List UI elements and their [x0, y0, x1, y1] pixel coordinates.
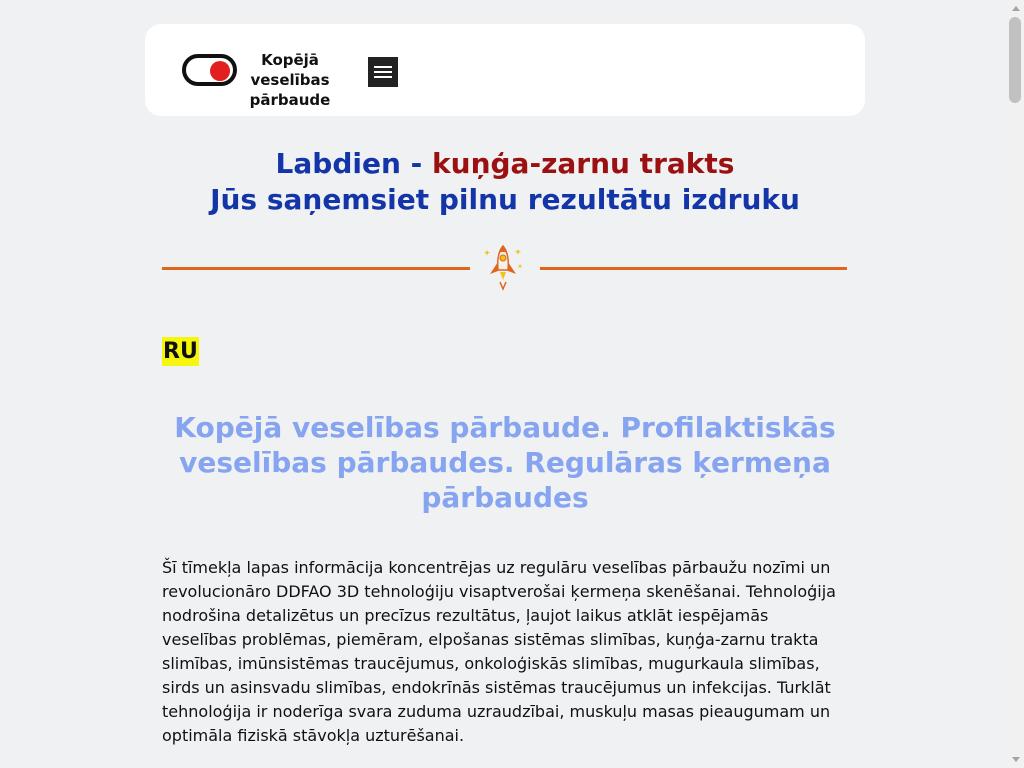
menu-icon-bar — [374, 66, 392, 68]
greeting-topic: kuņģa-zarnu trakts — [432, 147, 735, 180]
rocket-icon — [482, 244, 524, 292]
divider-line-left — [162, 267, 470, 270]
header-card — [145, 24, 865, 116]
menu-icon-bar — [374, 76, 392, 78]
site-brand[interactable]: Kopējā veselības pārbaude — [249, 51, 331, 109]
page-title: Kopējā veselības pārbaude. Profilaktiskās veselības pārbaudes. Regulāras ķermeņa pārbaudes — [174, 411, 836, 514]
scrollbar-thumb[interactable] — [1009, 17, 1021, 103]
menu-button[interactable] — [368, 57, 398, 87]
greeting-heading — [145, 146, 865, 218]
scroll-down-icon[interactable] — [1007, 751, 1024, 768]
intro-paragraph: Šī tīmekļa lapas informācija koncentrējas uz regulāru veselības pārbaužu nozīmi un revolucionāro DDFAO 3D tehnoloģiju visaptverošai ķermeņa skenēšanai. Tehnoloģija nodrošina detalizētus un precīzus rezultātus, ļaujot laikus atklāt iespējamās veselības problēmas, piemēram, elpošanas sistēmas slimības, kuņģa-zarnu trakta slimības, imūnsistēmas traucējumus, onkoloģiskās slimības, mugurkaula slimības, sirds un asinsvadu slimības, endokrīnās sistēmas traucējumus un infekcijas. Turklāt tehnoloģija ir noderīga svara zuduma uzraudzībai, muskuļu masas pieaugumam un optimāla fiziskā stāvokļa uzturēšanai. — [162, 558, 836, 745]
scroll-up-icon[interactable] — [1007, 0, 1024, 17]
greeting-hello: Labdien - — [275, 147, 433, 180]
menu-icon-bar — [374, 71, 392, 73]
divider-line-right — [540, 267, 847, 270]
greeting-subline: Jūs saņemsiet pilnu rezultātu izdruku — [210, 183, 800, 216]
toggle-knob — [210, 61, 230, 81]
vertical-scrollbar[interactable] — [1007, 0, 1024, 768]
theme-toggle[interactable] — [182, 54, 237, 86]
language-badge[interactable]: RU — [163, 339, 198, 364]
